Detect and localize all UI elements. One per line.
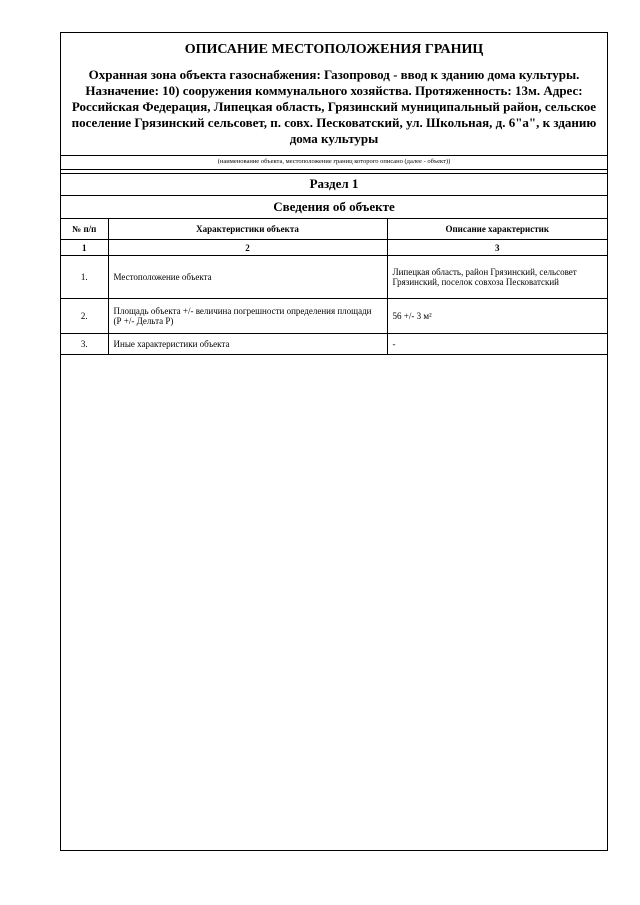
object-info-table [61,218,607,355]
row-num: 2. [61,299,108,334]
row-description: Липецкая область, район Грязинский, сельсовет Грязинский, поселок совхоза Песковатский [387,256,607,299]
divider [61,169,607,170]
table-row [61,299,607,334]
object-name: Охранная зона объекта газоснабжения: Газопровод - ввод к зданию дома культуры. Назначение: 10) сооружения коммунального хозяйства. Протяженность: 13м. Адрес: Российская Федерация, Липецкая область, Грязинский муниципальный район, сельское поселение Грязинский сельсовет, п. совх. Песковатский, ул. Школьная, д. 6"а", к зданию дома культуры [71,67,597,146]
row-description: - [387,334,607,355]
document-frame [60,32,608,851]
column-number: 2 [108,240,387,256]
column-number: 1 [61,240,108,256]
column-number: 3 [387,240,607,256]
header-description: Описание характеристик [387,218,607,240]
section-subtitle: Сведения об объекте [273,199,395,214]
divider [61,155,607,156]
row-description: 56 +/- 3 м² [387,299,607,334]
column-number-row [61,240,607,256]
row-num: 3. [61,334,108,355]
row-characteristic: Местоположение объекта [108,256,387,299]
header-characteristic: Характеристики объекта [108,218,387,240]
document-title: ОПИСАНИЕ МЕСТОПОЛОЖЕНИЯ ГРАНИЦ [184,42,484,57]
divider [61,195,607,196]
divider [61,173,607,174]
table-header-row [61,218,607,240]
row-characteristic: Площадь объекта +/- величина погрешности определения площади (Р +/- Дельта Р) [108,299,387,334]
row-characteristic: Иные характеристики объекта [108,334,387,355]
section-title: Раздел 1 [309,176,359,191]
table-row [61,256,607,299]
object-note: (наименование объекта, местоположение границ которого описано (далее - объект)) [217,158,451,165]
table-row [61,334,607,355]
row-num: 1. [61,256,108,299]
header-num: № п/п [61,218,108,240]
